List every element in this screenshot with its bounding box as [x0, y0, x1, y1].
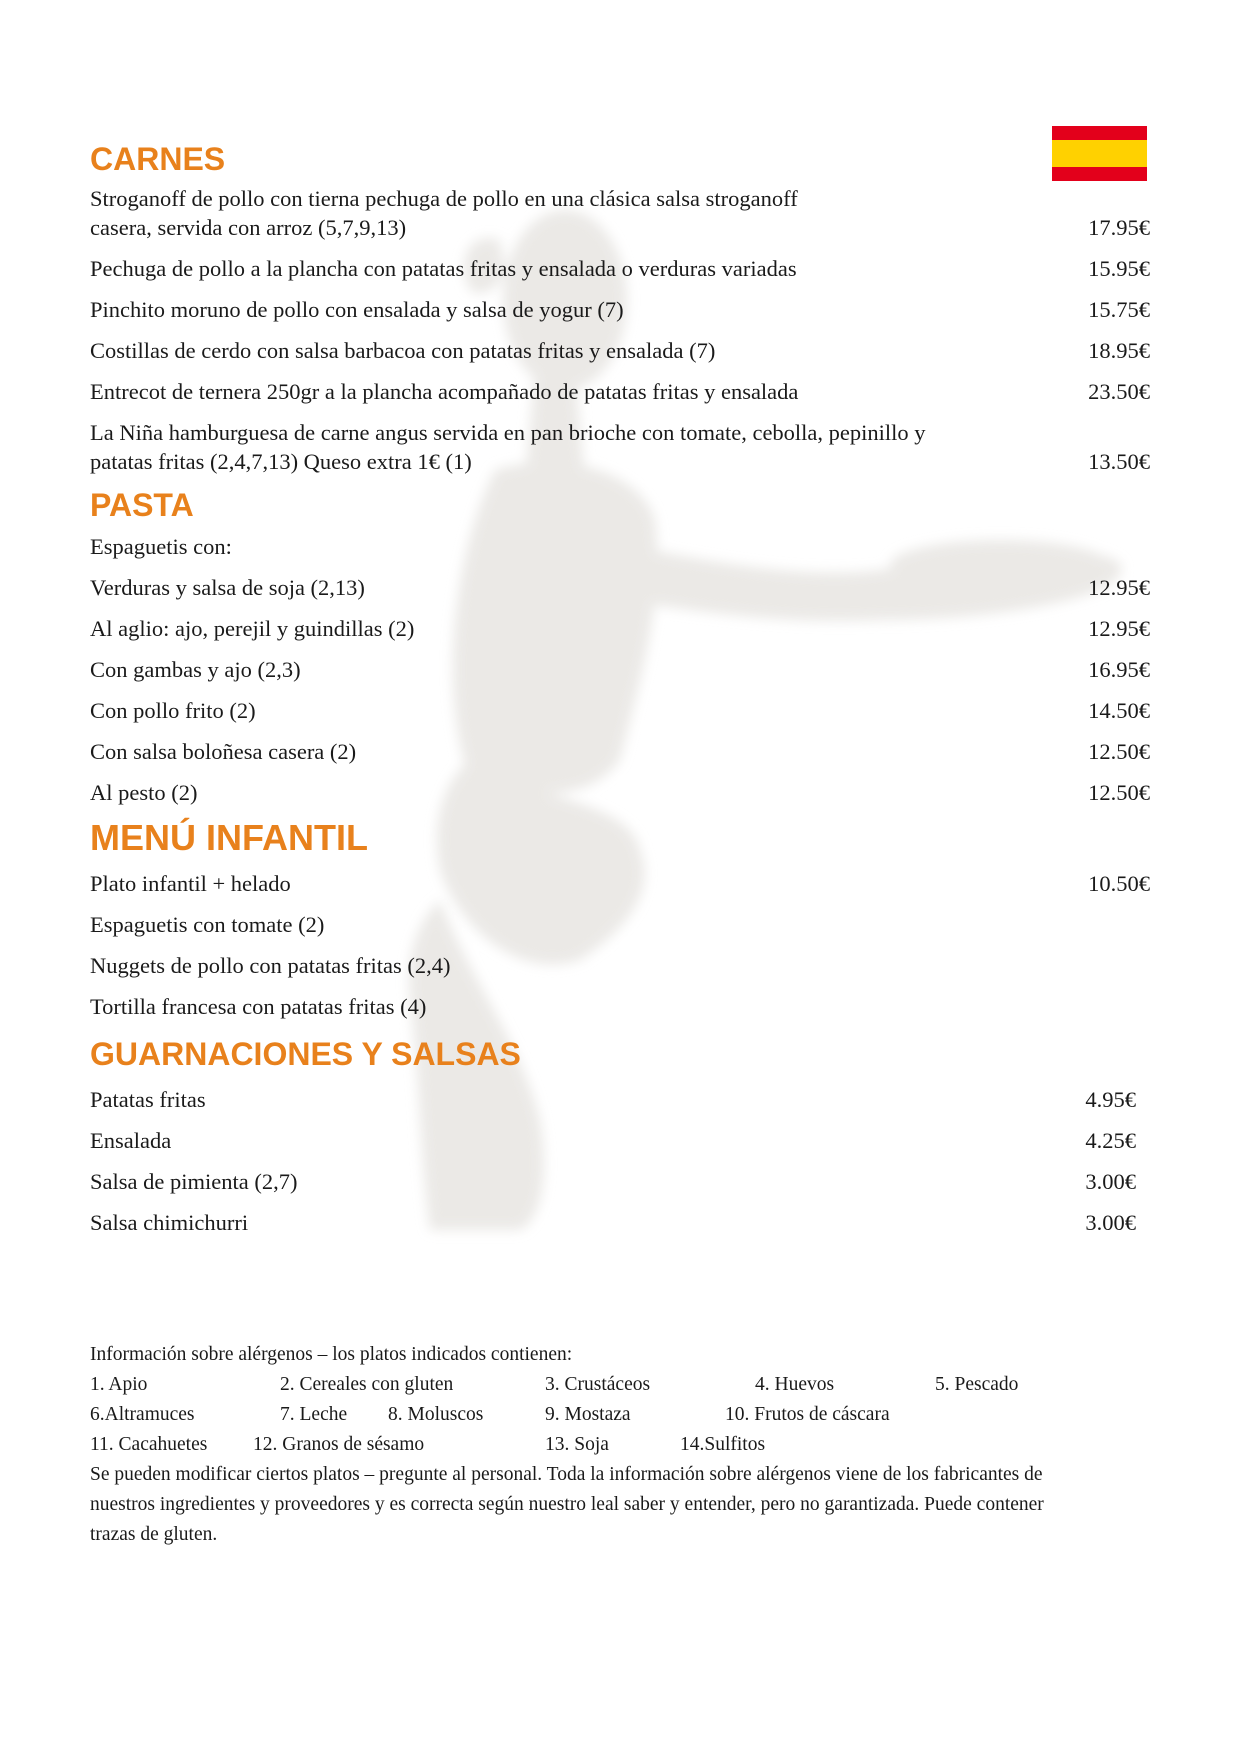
- item-price: 12.50€: [1088, 739, 1150, 764]
- item-description: Entrecot de ternera 250gr a la plancha acompañado de patatas fritas y ensalada: [90, 379, 799, 404]
- item-price: 10.50€: [1088, 871, 1150, 896]
- section-title-guarniciones: GUARNACIONES Y SALSAS: [90, 1036, 521, 1072]
- item-description: Al pesto (2): [90, 780, 198, 805]
- section-title-carnes: CARNES: [90, 141, 226, 177]
- menu-item: [90, 1126, 1136, 1155]
- item-description: Ensalada: [90, 1128, 172, 1153]
- item-description: Espaguetis con:: [90, 534, 232, 559]
- menu-item: [90, 910, 1150, 939]
- menu-item: [90, 614, 1150, 643]
- item-description: Verduras y salsa de soja (2,13): [90, 575, 365, 600]
- allergen-item: 9. Mostaza: [545, 1404, 631, 1425]
- item-price: 4.25€: [1085, 1128, 1136, 1153]
- allergen-row: [90, 1370, 1070, 1400]
- allergen-item: 8. Moluscos: [388, 1404, 484, 1425]
- menu-item: [90, 254, 1150, 283]
- menu-item: [90, 336, 1150, 365]
- item-price: 12.95€: [1088, 575, 1150, 600]
- menu-item: [90, 184, 1150, 242]
- menu-item: [90, 737, 1150, 766]
- item-description: Al aglio: ajo, perejil y guindillas (2): [90, 616, 415, 641]
- allergen-item: 4. Huevos: [755, 1374, 835, 1395]
- allergen-item: 14.Sulfitos: [680, 1434, 766, 1455]
- allergen-item: 7. Leche: [280, 1404, 348, 1425]
- allergen-item: 10. Frutos de cáscara: [725, 1404, 890, 1425]
- menu-item: [90, 778, 1150, 807]
- item-price: 13.50€: [1088, 449, 1150, 474]
- menu-content: [90, 140, 1150, 1237]
- item-description: Pechuga de pollo a la plancha con patatas fritas y ensalada o verduras variadas: [90, 256, 797, 281]
- item-description: La Niña hamburguesa de carne angus servida en pan brioche con tomate, cebolla, pepinillo y patatas fritas (2,4,7,13) Queso extra 1€ (1): [90, 420, 926, 474]
- item-description: Nuggets de pollo con patatas fritas (2,4): [90, 953, 451, 978]
- allergen-item: 3. Crustáceos: [545, 1374, 651, 1395]
- item-description: Salsa de pimienta (2,7): [90, 1169, 298, 1194]
- item-description: Espaguetis con tomate (2): [90, 912, 325, 937]
- item-description: Stroganoff de pollo con tierna pechuga de pollo en una clásica salsa stroganoff casera, servida con arroz (5,7,9,13): [90, 186, 798, 240]
- item-price: 3.00€: [1085, 1169, 1136, 1194]
- item-price: 4.95€: [1085, 1087, 1136, 1112]
- menu-item: [90, 992, 1150, 1021]
- menu-item: [90, 532, 1150, 561]
- item-description: Patatas fritas: [90, 1087, 206, 1112]
- item-description: Salsa chimichurri: [90, 1210, 249, 1235]
- menu-item: [90, 295, 1150, 324]
- menu-item: [90, 1085, 1136, 1114]
- allergen-item: 2. Cereales con gluten: [280, 1374, 454, 1395]
- allergen-item: 11. Cacahuetes: [90, 1434, 208, 1455]
- allergen-heading: Información sobre alérgenos – los platos indicados contienen:: [90, 1344, 573, 1365]
- item-description: Costillas de cerdo con salsa barbacoa con patatas fritas y ensalada (7): [90, 338, 716, 363]
- item-price: 18.95€: [1088, 338, 1150, 363]
- menu-item: [90, 696, 1150, 725]
- menu-item: [90, 1208, 1136, 1237]
- item-price: 23.50€: [1088, 379, 1150, 404]
- item-price: 14.50€: [1088, 698, 1150, 723]
- section-title-pasta: PASTA: [90, 487, 194, 523]
- item-description: Plato infantil + helado: [90, 871, 291, 896]
- item-description: Con gambas y ajo (2,3): [90, 657, 301, 682]
- allergen-item: 12. Granos de sésamo: [253, 1434, 425, 1455]
- item-price: 15.95€: [1088, 256, 1150, 281]
- menu-item: [90, 573, 1150, 602]
- allergen-item: 5. Pescado: [935, 1374, 1019, 1395]
- allergen-item: 1. Apio: [90, 1374, 148, 1395]
- menu-item: [90, 377, 1150, 406]
- allergen-item: 13. Soja: [545, 1434, 609, 1455]
- allergen-row: [90, 1400, 1070, 1430]
- item-description: Pinchito moruno de pollo con ensalada y salsa de yogur (7): [90, 297, 624, 322]
- item-price: 16.95€: [1088, 657, 1150, 682]
- section-title-menu-infantil: MENÚ INFANTIL: [90, 817, 368, 858]
- menu-item: [90, 951, 1150, 980]
- item-description: Con pollo frito (2): [90, 698, 256, 723]
- menu-item: [90, 869, 1150, 898]
- item-price: 17.95€: [1088, 215, 1150, 240]
- item-price: 15.75€: [1088, 297, 1150, 322]
- item-price: 12.50€: [1088, 780, 1150, 805]
- menu-item: [90, 418, 1150, 476]
- allergen-item: 6.Altramuces: [90, 1404, 195, 1425]
- item-price: 12.95€: [1088, 616, 1150, 641]
- menu-item: [90, 1167, 1136, 1196]
- allergen-note: Se pueden modificar ciertos platos – pregunte al personal. Toda la información sobre alérgenos viene de los fabricantes de nuestros ingredientes y proveedores y es correcta según nuestro leal saber y entender, pero no garantizada. Puede contener trazas de gluten.: [90, 1464, 1044, 1545]
- item-description: Tortilla francesa con patatas fritas (4): [90, 994, 427, 1019]
- item-price: 3.00€: [1085, 1210, 1136, 1235]
- allergen-info: [90, 1340, 1070, 1550]
- allergen-row: [90, 1430, 1070, 1460]
- spain-flag-icon: [1052, 126, 1147, 181]
- menu-item: [90, 655, 1150, 684]
- item-description: Con salsa boloñesa casera (2): [90, 739, 357, 764]
